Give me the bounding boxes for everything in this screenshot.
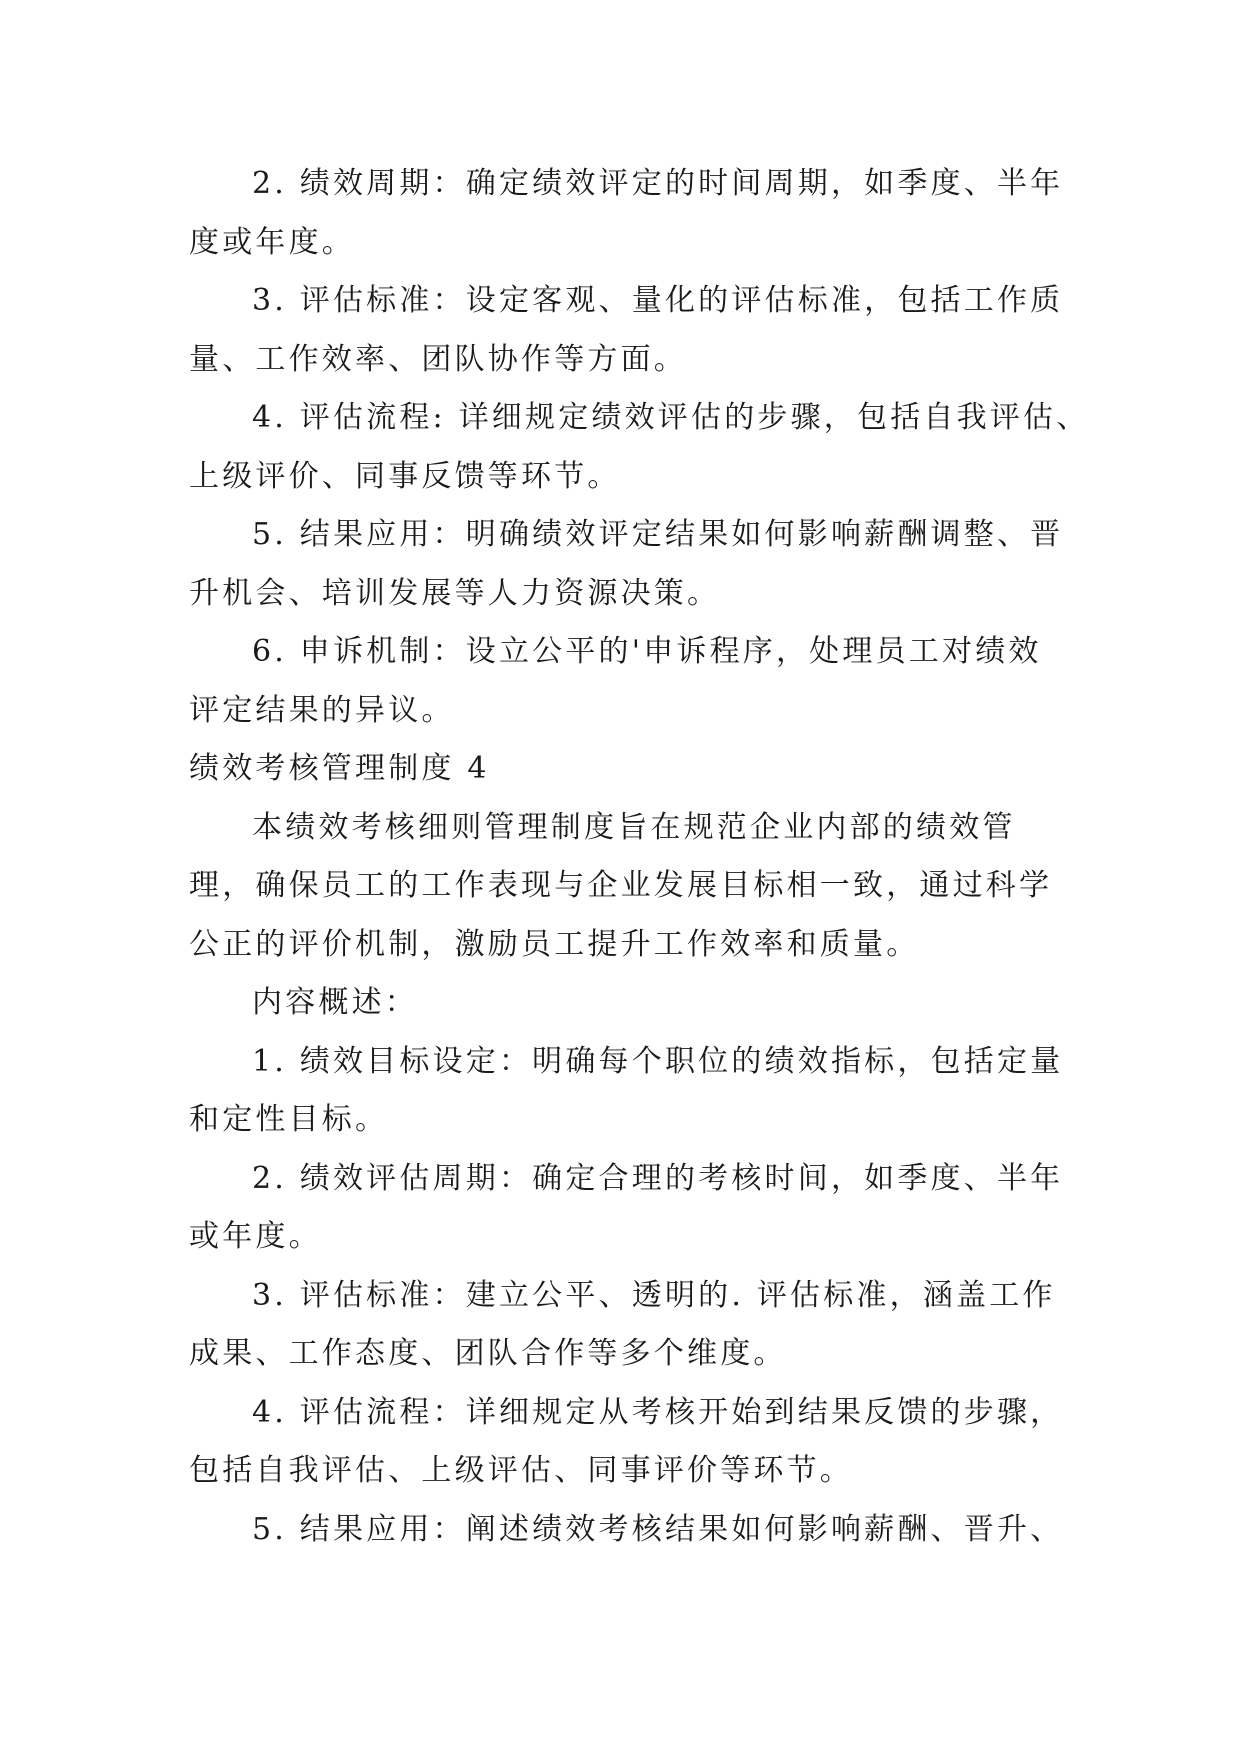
text-line: 理，确保员工的工作表现与企业发展目标相一致，通过科学 [189, 868, 1053, 903]
section-heading: 绩效考核管理制度 4 [189, 751, 490, 786]
text-line: 或年度。 [189, 1219, 322, 1254]
text-line: 上级评价、同事反馈等环节。 [189, 458, 621, 494]
text-line: 包括自我评估、上级评估、同事评价等环节。 [189, 1453, 853, 1488]
text-line: 公正的评价机制，激励员工提升工作效率和质量。 [189, 926, 920, 962]
text-line: 3. 评估标准：设定客观、量化的评估标准，包括工作质 [252, 283, 1064, 318]
text-line: 度或年度。 [189, 224, 355, 260]
text-line: 本绩效考核细则管理制度旨在规范企业内部的绩效管 [252, 809, 1016, 845]
text-line: 4. 评估流程: 详细规定绩效评估的步骤，包括自我评估、 [252, 400, 1090, 435]
text-line: 升机会、培训发展等人力资源决策。 [189, 575, 721, 611]
text-line: 2. 绩效周期：确定绩效评定的时间周期，如季度、半年 [252, 166, 1064, 201]
text-line: 6. 申诉机制：设立公平的'申诉程序，处理员工对绩效 [252, 634, 1042, 669]
document-body [189, 155, 1090, 1559]
text-line: 4. 评估流程：详细规定从考核开始到结果反馈的步骤， [252, 1394, 1064, 1430]
text-line: 3. 评估标准：建立公平、透明的. 评估标准，涵盖工作 [252, 1277, 1056, 1313]
text-line: 量、工作效率、团队协作等方面。 [189, 341, 687, 377]
text-line: 5. 结果应用：阐述绩效考核结果如何影响薪酬、晋升、 [252, 1511, 1064, 1547]
text-line: 评定结果的异议。 [189, 692, 455, 728]
text-line: 2. 绩效评估周期：确定合理的考核时间，如季度、半年 [252, 1160, 1064, 1196]
text-line: 1. 绩效目标设定：明确每个职位的绩效指标，包括定量 [252, 1043, 1064, 1079]
text-line: 5. 结果应用：明确绩效评定结果如何影响薪酬调整、晋 [252, 517, 1064, 552]
text-line: 成果、工作态度、团队合作等多个维度。 [189, 1336, 787, 1371]
text-line: 和定性目标。 [189, 1102, 389, 1137]
text-line: 内容概述： [252, 985, 418, 1020]
